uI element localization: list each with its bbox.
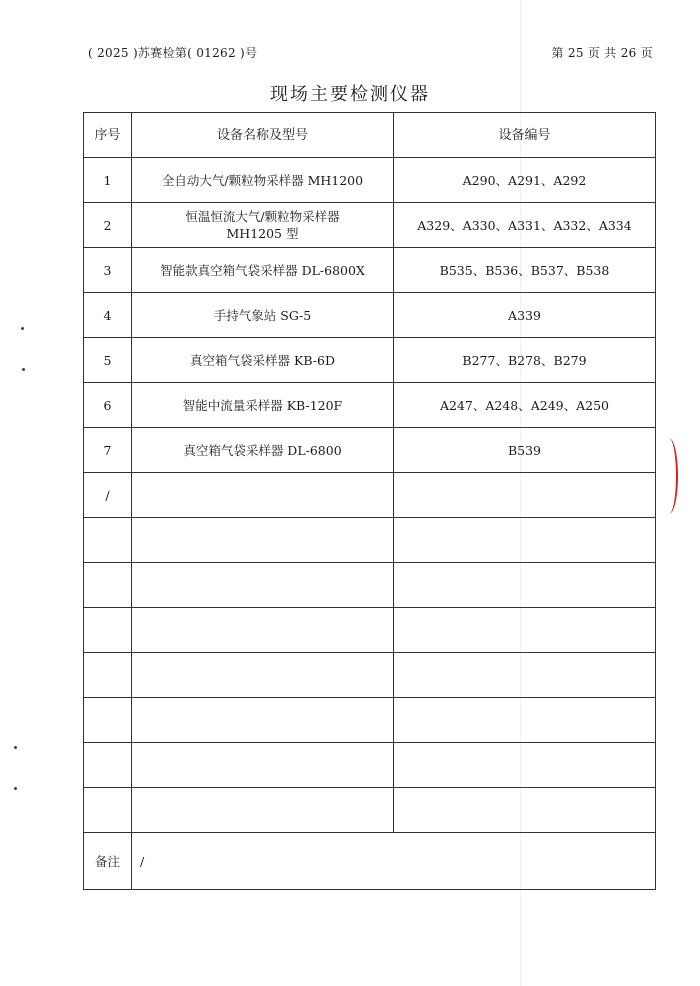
equipment-name-line: 真空箱气袋采样器 KB-6D — [190, 352, 335, 368]
row-equipment-id: A339 — [394, 293, 656, 338]
equipment-name-line: 智能中流量采样器 KB-120F — [182, 397, 343, 413]
row-index: 5 — [84, 338, 132, 383]
remark-row — [84, 833, 656, 890]
scan-speck — [14, 746, 17, 749]
scan-speck — [14, 787, 17, 790]
row-equipment-id: B535、B536、B537、B538 — [394, 248, 656, 293]
row-index — [84, 563, 132, 608]
table-row — [84, 788, 656, 833]
row-equipment-id — [394, 788, 656, 833]
equipment-name-line-2: MH1205 型 — [226, 226, 299, 241]
row-equipment-name — [132, 203, 394, 248]
row-equipment-id — [394, 743, 656, 788]
table-row — [84, 698, 656, 743]
row-equipment-name — [132, 293, 394, 338]
row-equipment-id: A247、A248、A249、A250 — [394, 383, 656, 428]
page-number: 第 25 页 共 26 页 — [551, 46, 653, 60]
row-index: 3 — [84, 248, 132, 293]
table-body — [84, 158, 656, 833]
scan-speck — [21, 327, 24, 330]
row-equipment-name — [132, 383, 394, 428]
equipment-name-line: 智能款真空箱气袋采样器 DL-6800X — [160, 262, 365, 278]
table-row — [84, 518, 656, 563]
row-equipment-id — [394, 653, 656, 698]
equipment-name-line: 全自动大气/颗粒物采样器 MH1200 — [161, 172, 364, 188]
row-equipment-id — [394, 473, 656, 518]
table-row — [84, 608, 656, 653]
row-index — [84, 653, 132, 698]
row-equipment-name — [132, 338, 394, 383]
row-equipment-id — [394, 698, 656, 743]
row-index: 2 — [84, 203, 132, 248]
row-index — [84, 698, 132, 743]
table-row — [84, 428, 656, 473]
row-equipment-id — [394, 608, 656, 653]
row-equipment-name — [132, 248, 394, 293]
row-equipment-id — [394, 563, 656, 608]
table-row — [84, 158, 656, 203]
row-index — [84, 518, 132, 563]
table-row — [84, 338, 656, 383]
column-header-id: 设备编号 — [394, 113, 656, 158]
row-equipment-id: A290、A291、A292 — [394, 158, 656, 203]
row-equipment-name — [132, 563, 394, 608]
row-equipment-name — [132, 653, 394, 698]
equipment-table — [83, 112, 656, 890]
row-index — [84, 743, 132, 788]
column-header-index: 序号 — [84, 113, 132, 158]
row-equipment-name — [132, 788, 394, 833]
row-index: 1 — [84, 158, 132, 203]
row-equipment-id: A329、A330、A331、A332、A334 — [394, 203, 656, 248]
row-equipment-name — [132, 743, 394, 788]
column-header-name: 设备名称及型号 — [132, 113, 394, 158]
table-row — [84, 743, 656, 788]
row-equipment-id: B539 — [394, 428, 656, 473]
document-title: 现场主要检测仪器 — [270, 84, 430, 105]
table-row — [84, 653, 656, 698]
row-equipment-id — [394, 518, 656, 563]
red-seal-edge — [660, 438, 678, 514]
row-equipment-name — [132, 158, 394, 203]
row-equipment-id: B277、B278、B279 — [394, 338, 656, 383]
equipment-name-line: 真空箱气袋采样器 DL-6800 — [183, 442, 342, 458]
row-index — [84, 608, 132, 653]
table-row — [84, 473, 656, 518]
row-equipment-name — [132, 518, 394, 563]
table-row — [84, 203, 656, 248]
row-index: 6 — [84, 383, 132, 428]
row-index: / — [84, 473, 132, 518]
table-row — [84, 293, 656, 338]
equipment-name-line: 恒温恒流大气/颗粒物采样器 — [185, 209, 340, 224]
row-index: 4 — [84, 293, 132, 338]
table-header-row — [84, 113, 656, 158]
row-equipment-name — [132, 473, 394, 518]
table-row — [84, 383, 656, 428]
row-equipment-name — [132, 608, 394, 653]
row-equipment-name — [132, 428, 394, 473]
remark-text: / — [132, 833, 656, 890]
report-number: ( 2025 )苏赛检第( 01262 )号 — [88, 46, 258, 60]
scan-speck — [22, 368, 25, 371]
remark-label: 备注 — [84, 833, 132, 890]
table-row — [84, 563, 656, 608]
equipment-name-line: 手持气象站 SG-5 — [213, 307, 312, 323]
row-index: 7 — [84, 428, 132, 473]
row-equipment-name — [132, 698, 394, 743]
table-row — [84, 248, 656, 293]
row-index — [84, 788, 132, 833]
